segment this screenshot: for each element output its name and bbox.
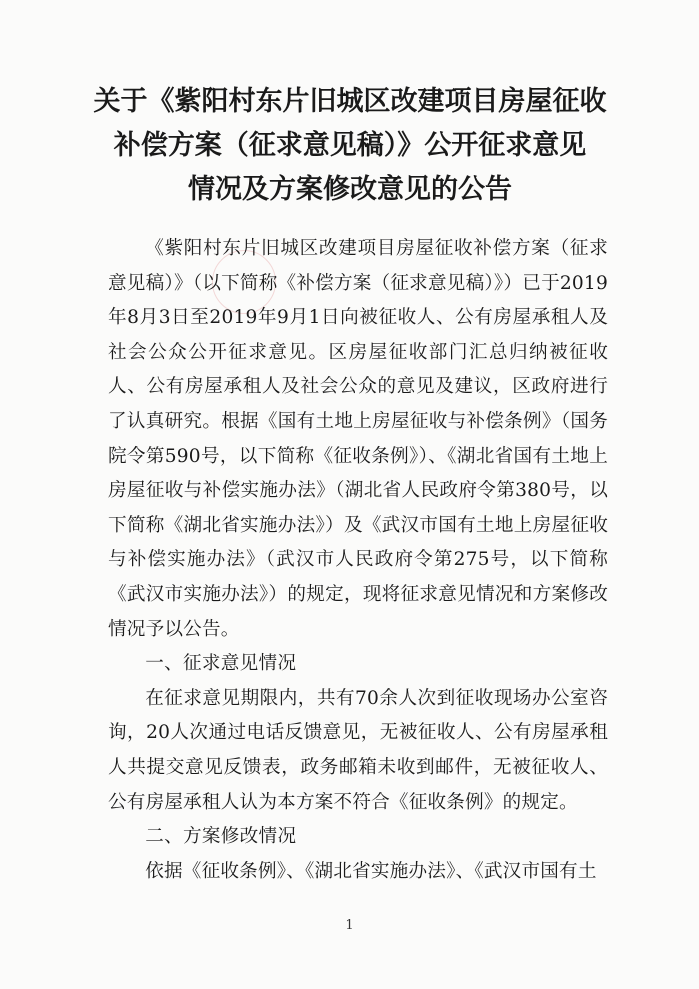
title-line-1: 关于《紫阳村东片旧城区改建项目房屋征收 — [93, 86, 607, 117]
section-2-paragraph: 依据《征收条例》、《湖北省实施办法》、《武汉市国有土 — [145, 860, 597, 882]
section-2-heading: 二、方案修改情况 — [145, 826, 297, 848]
intro-paragraph: 《紫阳村东片旧城区改建项目房屋征收补偿方案（征求意见稿）》（以下简称《补偿方案（征求意见稿）》）已于2019年8月3日至2019年9月1日向被征收人、公有房屋承租人及社会公众公开征求意见。区房屋征收部门汇总归纳被征收人、公有房屋承租人及社会公众的意见及建议，区政府进行了认真研究。根据《国有土地上房屋征收与补偿条例》（国务院令第590号，以下简称《征收条例》）、《湖北省国有土地上房屋征收与补偿实施办法》（湖北省人民政府令第380号，以下简称《湖北省实施办法》）及《武汉市国有土地上房屋征收与补偿实施办法》（武汉市人民政府令第275号，以下简称《武汉市实施办法》）的规定，现将征求意见情况和方案修改情况予以公告。 — [108, 238, 608, 640]
section-1-paragraph: 在征求意见期限内，共有70余人次到征收现场办公室咨询，20人次通过电话反馈意见，无被征收人、公有房屋承租人共提交意见反馈表，政务邮箱未收到邮件，无被征收人、公有房屋承租人认为本方案不符合《征收条例》的规定。 — [108, 687, 608, 813]
section-1-heading: 一、征求意见情况 — [145, 653, 297, 675]
document-title — [90, 80, 610, 212]
title-line-3: 情况及方案修改意见的公告 — [188, 174, 512, 205]
title-line-2: 补偿方案（征求意见稿）》公开征求意见 — [113, 130, 587, 161]
document-body — [108, 232, 608, 889]
page-number: 1 — [345, 918, 354, 933]
